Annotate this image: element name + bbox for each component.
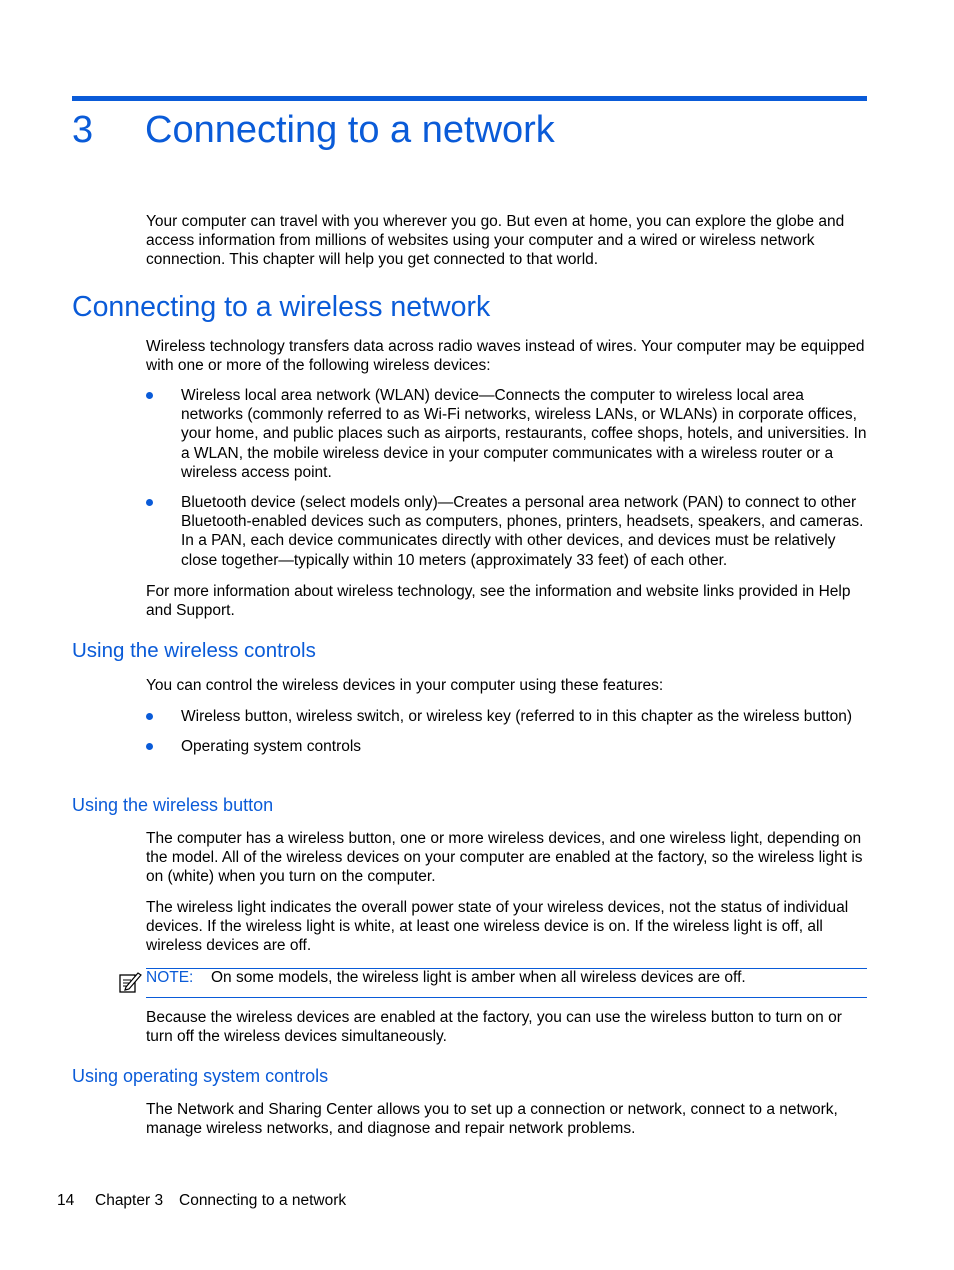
bullet-dot-icon bbox=[146, 713, 153, 720]
bullet-dot-icon bbox=[146, 499, 153, 506]
note-box bbox=[118, 968, 867, 998]
footer-chapter-label: Chapter 3 bbox=[95, 1192, 164, 1209]
note-text: On some models, the wireless light is amber when all wireless devices are off. bbox=[211, 969, 746, 986]
section-heading-controls: Using the wireless controls bbox=[72, 639, 316, 662]
list-item bbox=[146, 737, 868, 756]
note-label: NOTE: bbox=[146, 969, 194, 986]
page-footer bbox=[57, 1191, 346, 1210]
list-item-text: Bluetooth device (select models only)—Creates a personal area network (PAN) to connect to other Bluetooth-enabled devices such as computers, phones, printers, headsets, speakers, and cameras. In a PAN, each device communicates directly with other devices, and devices must be relatively close together—typically within 10 meters (approximately 33 feet) of each other. bbox=[181, 494, 864, 569]
footer-chapter-title: Connecting to a network bbox=[179, 1192, 347, 1209]
wireless-more-info: For more information about wireless technology, see the information and website links provided in Help and Support. bbox=[146, 583, 851, 620]
list-item-text: Wireless local area network (WLAN) device—Connects the computer to wireless local area networks (commonly referred to as Wi-Fi networks, wireless LANs, or WLANs) in corporate offices, your home, and public places such as airports, restaurants, coffee shops, hotels, and universities. In a WLAN, the mobile wireless device in your computer communicates with a wireless router or a wireless access point. bbox=[181, 387, 867, 481]
controls-list bbox=[146, 707, 868, 756]
chapter-top-rule bbox=[72, 96, 867, 101]
list-item-text: Wireless button, wireless switch, or wireless key (referred to in this chapter as the wireless button) bbox=[181, 708, 853, 725]
controls-intro: You can control the wireless devices in your computer using these features: bbox=[146, 677, 664, 694]
button-para-3: Because the wireless devices are enabled at the factory, you can use the wireless button to turn on or turn off the wireless devices simultaneously. bbox=[146, 1009, 842, 1046]
page-number: 14 bbox=[57, 1192, 75, 1209]
list-item bbox=[146, 493, 868, 570]
wireless-device-list bbox=[146, 386, 868, 570]
list-item bbox=[146, 707, 868, 726]
note-pencil-icon bbox=[118, 970, 142, 994]
wireless-intro: Wireless technology transfers data across radio waves instead of wires. Your computer may be equipped with one or more of the following wireless devices: bbox=[146, 338, 865, 375]
button-para-2: The wireless light indicates the overall power state of your wireless devices, not the status of individual devices. If the wireless light is white, at least one wireless device is on. If the wireless light is off, all wireless devices are off. bbox=[146, 899, 849, 955]
os-para: The Network and Sharing Center allows you to set up a connection or network, connect to a network, manage wireless networks, and diagnose and repair network problems. bbox=[146, 1101, 838, 1138]
bullet-dot-icon bbox=[146, 392, 153, 399]
note-bottom-rule bbox=[146, 997, 867, 998]
list-item-text: Operating system controls bbox=[181, 738, 362, 756]
section-heading-wireless: Connecting to a wireless network bbox=[72, 291, 491, 323]
button-para-1: The computer has a wireless button, one or more wireless devices, and one wireless light, depending on the model. All of the wireless devices on your computer are enabled at the factory, so the wireless light is on (white) when you turn on the computer. bbox=[146, 830, 863, 886]
section-heading-button: Using the wireless button bbox=[72, 795, 274, 815]
chapter-intro: Your computer can travel with you wherever you go. But even at home, you can explore the globe and access information from millions of websites using your computer and a wired or wireless network connection. This chapter will help you get connected to that world. bbox=[146, 213, 845, 269]
chapter-title-text: Connecting to a network bbox=[145, 109, 555, 151]
chapter-title bbox=[72, 104, 555, 156]
list-item bbox=[146, 386, 868, 482]
chapter-number: 3 bbox=[72, 109, 94, 151]
bullet-dot-icon bbox=[146, 743, 153, 750]
section-heading-os: Using operating system controls bbox=[72, 1066, 329, 1086]
